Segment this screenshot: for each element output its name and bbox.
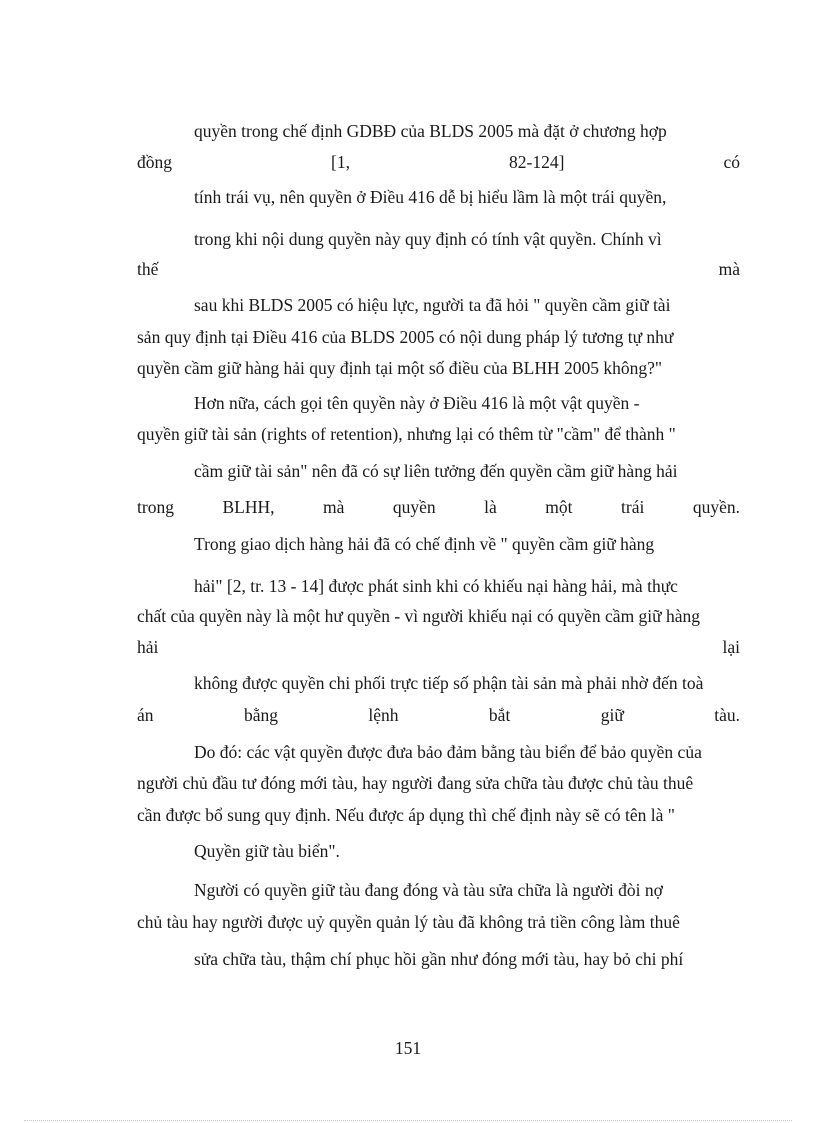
word: trong xyxy=(137,497,174,517)
text-line: Trong giao dịch hàng hải đã có chế định về " quyền cầm giữ hàng xyxy=(194,534,655,554)
word: [1, xyxy=(331,152,350,172)
word: BLHH, xyxy=(222,497,275,517)
word: hải xyxy=(137,637,159,657)
page-number: 151 xyxy=(394,1038,422,1058)
word: quyền xyxy=(392,497,436,517)
text-line: Do đó: các vật quyền được đưa bảo đảm bằng tàu biển để bảo quyền của xyxy=(194,742,702,762)
page-bottom-border xyxy=(24,1120,792,1121)
word: là xyxy=(484,497,497,517)
text-line xyxy=(137,258,740,280)
text-line: sản quy định tại Điều 416 của BLDS 2005 có nội dung pháp lý tương tự như xyxy=(137,327,674,347)
text-line: chất của quyền này là một hư quyền - vì người khiếu nại có quyền cầm giữ hàng xyxy=(137,606,701,626)
word: lệnh xyxy=(368,705,399,725)
text-line: người chủ đầu tư đóng mới tàu, hay người đang sửa chữa tàu được chủ tàu thuê xyxy=(137,773,694,793)
text-line: sửa chữa tàu, thậm chí phục hồi gần như đóng mới tàu, hay bỏ chi phí xyxy=(194,949,684,969)
word: tàu. xyxy=(714,705,740,725)
text-line: cần được bổ sung quy định. Nếu được áp dụng thì chế định này sẽ có tên là " xyxy=(137,805,675,825)
text-line: trong khi nội dung quyền này quy định có tính vật quyền. Chính vì xyxy=(194,229,662,249)
word: quyền. xyxy=(692,497,740,517)
text-line xyxy=(137,496,740,518)
text-line: Người có quyền giữ tàu đang đóng và tàu sửa chữa là người đòi nợ xyxy=(194,880,663,900)
text-line xyxy=(137,636,740,658)
text-line: tính trái vụ, nên quyền ở Điều 416 dễ bị hiểu lầm là một trái quyền, xyxy=(194,187,667,207)
word: thế xyxy=(137,259,159,279)
text-line: Hơn nữa, cách gọi tên quyền này ở Điều 416 là một vật quyền - xyxy=(194,393,640,413)
text-line xyxy=(137,151,740,173)
text-line: sau khi BLDS 2005 có hiệu lực, người ta đã hỏi " quyền cầm giữ tài xyxy=(194,295,671,315)
word: bắt xyxy=(488,705,511,725)
word: giữ xyxy=(600,705,624,725)
text-line xyxy=(137,704,740,726)
word: án xyxy=(137,705,154,725)
text-line: hải" [2, tr. 13 - 14] được phát sinh khi có khiếu nại hàng hải, mà thực xyxy=(194,576,678,596)
text-line: quyền cầm giữ hàng hải quy định tại một số điều của BLHH 2005 không?" xyxy=(137,358,663,378)
word: bằng xyxy=(243,705,278,725)
word: đồng xyxy=(137,152,172,172)
word: một xyxy=(545,497,573,517)
text-line: không được quyền chi phối trực tiếp số phận tài sản mà phải nhờ đến toà xyxy=(194,673,704,693)
text-line: quyền trong chế định GDBĐ của BLDS 2005 mà đặt ở chương hợp xyxy=(194,121,667,141)
word: 82-124] xyxy=(509,152,565,172)
word: mà xyxy=(718,259,740,279)
word: mà xyxy=(322,497,345,517)
text-line: Quyền giữ tàu biển". xyxy=(194,841,340,861)
word: trái xyxy=(621,497,645,517)
word: lại xyxy=(722,637,740,657)
text-line: quyền giữ tài sản (rights of retention), nhưng lại có thêm từ "cầm" để thành " xyxy=(137,424,676,444)
word: có xyxy=(723,152,740,172)
text-line: cầm giữ tài sản" nên đã có sự liên tưởng đến quyền cầm giữ hàng hải xyxy=(194,461,678,481)
text-line: chủ tàu hay người được uỷ quyền quản lý tàu đã không trả tiền công làm thuê xyxy=(137,912,680,932)
